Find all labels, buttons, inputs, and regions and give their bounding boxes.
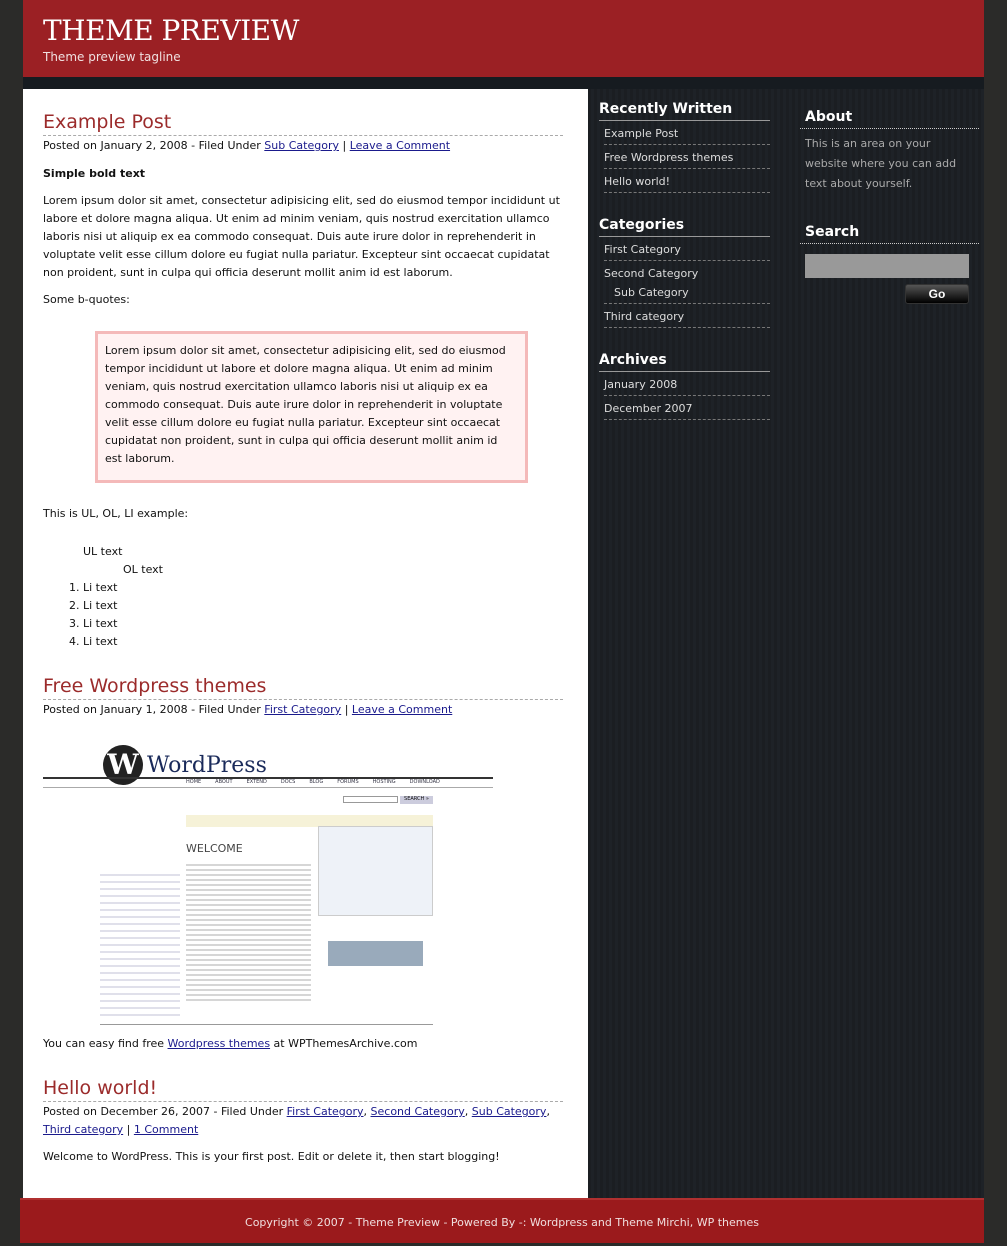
comment-link[interactable]: Leave a Comment [351, 703, 453, 716]
meta-text: Posted on January 1, 2008 - Filed Under [43, 703, 265, 716]
image-welcome: WELCOME [186, 842, 243, 855]
text: You can easy find free [43, 1037, 168, 1050]
category-link[interactable]: Sub Category [471, 1105, 547, 1118]
widget-title: Archives [599, 352, 770, 372]
bq-label: Some b-quotes: [43, 293, 130, 306]
site-title[interactable]: THEME PREVIEW [43, 14, 299, 47]
category-link[interactable]: Third category [604, 304, 770, 328]
category-link[interactable]: Second Category [370, 1105, 465, 1118]
category-link[interactable]: Sub Category [264, 139, 339, 152]
separator: | [123, 1123, 134, 1136]
content [23, 89, 588, 1199]
category-link[interactable]: Second Category [604, 267, 699, 280]
archives-widget [599, 352, 770, 420]
footer: Copyright © 2007 - Theme Preview - Powered By -: Wordpress and Theme Mirchi, WP themes [20, 1198, 984, 1243]
archive-link[interactable]: January 2008 [604, 372, 770, 396]
category-link[interactable]: Sub Category [604, 280, 770, 304]
blockquote: Lorem ipsum dolor sit amet, consectetur adipisicing elit, sed do eiusmod tempor incididunt ut labore et dolore magna aliqua. Ut enim ad minim veniam, quis nostrud exercitation ullamco laboris nisi ut aliquip ex ea commodo consequat. Duis aute irure dolor in reprehenderit in voluptate velit esse cillum dolore eu fugiat nulla pariatur. Excepteur sint occaecat cupidatat non proident, sunt in culpa qui officia deserunt mollit anim id est laborum. [95, 331, 528, 483]
list-label: This is UL, OL, LI example: [43, 507, 189, 520]
list-item: 3. Li text [83, 615, 563, 633]
post [43, 1077, 563, 1166]
post-meta [43, 701, 563, 719]
recent-link[interactable]: Free Wordpress themes [604, 145, 770, 169]
list-item: 4. Li text [83, 633, 563, 651]
image-nav-item: DOWNLOAD [409, 779, 440, 785]
widget-title: Recently Written [599, 101, 770, 121]
themes-link[interactable]: Wordpress themes [167, 1037, 271, 1050]
recent-link[interactable]: Hello world! [604, 169, 770, 193]
list-item: 2. Li text [83, 597, 563, 615]
meta-text: Posted on January 2, 2008 - Filed Under [43, 139, 265, 152]
image-search: SEARCH » [400, 796, 433, 804]
image-nav-item: DOCS [280, 779, 296, 785]
widget-title: Search [800, 224, 979, 244]
image-nav-item: FORUMS [337, 779, 359, 785]
image-nav-item: EXTEND [246, 779, 267, 785]
sidebar-right [800, 109, 979, 304]
paragraph: Lorem ipsum dolor sit amet, consectetur adipisicing elit, sed do eiusmod tempor incididunt ut labore et dolore magna aliqua. Ut enim ad minim veniam, quis nostrud exercitation ullamco laboris nisi ut aliquip ex ea commodo consequat. Duis aute irure dolor in reprehenderit in voluptate velit esse cillum dolore eu fugiat nulla pariatur. Excepteur sint occaecat cupidatat non proident, sunt in culpa qui officia deserunt mollit anim id est laborum. [43, 194, 560, 279]
post [43, 675, 563, 1053]
post-title[interactable]: Hello world! [43, 1077, 563, 1102]
sidebar [588, 89, 984, 1199]
category-link[interactable]: First Category [264, 703, 342, 716]
about-text: This is an area on your website where you can add text about yourself. [805, 137, 957, 190]
archive-link[interactable]: December 2007 [604, 396, 770, 420]
ul-list [83, 543, 563, 651]
comment-link[interactable]: 1 Comment [133, 1123, 199, 1136]
image-logo-text: WordPress [147, 753, 267, 778]
ol-text: OL text [123, 563, 163, 576]
wordpress-screenshot-image [43, 741, 493, 1026]
search-input[interactable] [805, 254, 969, 278]
search-go-button[interactable]: Go [905, 284, 969, 304]
image-nav-item: HOME [186, 779, 202, 785]
post-title[interactable]: Example Post [43, 111, 563, 136]
recent-widget [599, 101, 770, 193]
image-nav-item: ABOUT [215, 779, 233, 785]
paragraph [43, 1035, 563, 1053]
wordpress-logo-icon: W [103, 745, 143, 785]
category-link[interactable]: First Category [604, 237, 770, 261]
separator: | [341, 703, 352, 716]
list-item: 1. Li text [83, 579, 563, 597]
comment-link[interactable]: Leave a Comment [349, 139, 451, 152]
widget-title: About [800, 109, 979, 129]
sidebar-left [599, 101, 770, 444]
post-meta: Posted on December 26, 2007 - Filed Under First Category, Second Category, Sub Category, Third category | 1 Comment [43, 1105, 550, 1136]
separator: | [338, 139, 350, 152]
post-meta [43, 137, 563, 155]
header-band [23, 77, 984, 89]
image-nav-item: HOSTING [372, 779, 396, 785]
categories-widget [599, 217, 770, 328]
meta-text: Posted on December 26, 2007 - Filed Under [43, 1105, 287, 1118]
post-title[interactable]: Free Wordpress themes [43, 675, 563, 700]
widget-title: Categories [599, 217, 770, 237]
post [43, 111, 563, 651]
header [23, 0, 984, 77]
category-link[interactable]: Third category [43, 1123, 124, 1136]
bold-text: Simple bold text [43, 167, 146, 180]
text: at WPThemesArchive.com [270, 1037, 418, 1050]
site-tagline: Theme preview tagline [43, 50, 181, 64]
category-link[interactable]: First Category [286, 1105, 364, 1118]
paragraph: Welcome to WordPress. This is your first post. Edit or delete it, then start blogging! [43, 1150, 500, 1163]
ul-text: UL text [83, 545, 123, 558]
recent-link[interactable]: Example Post [604, 121, 770, 145]
image-nav [186, 779, 440, 785]
image-nav-item: BLOG [309, 779, 324, 785]
